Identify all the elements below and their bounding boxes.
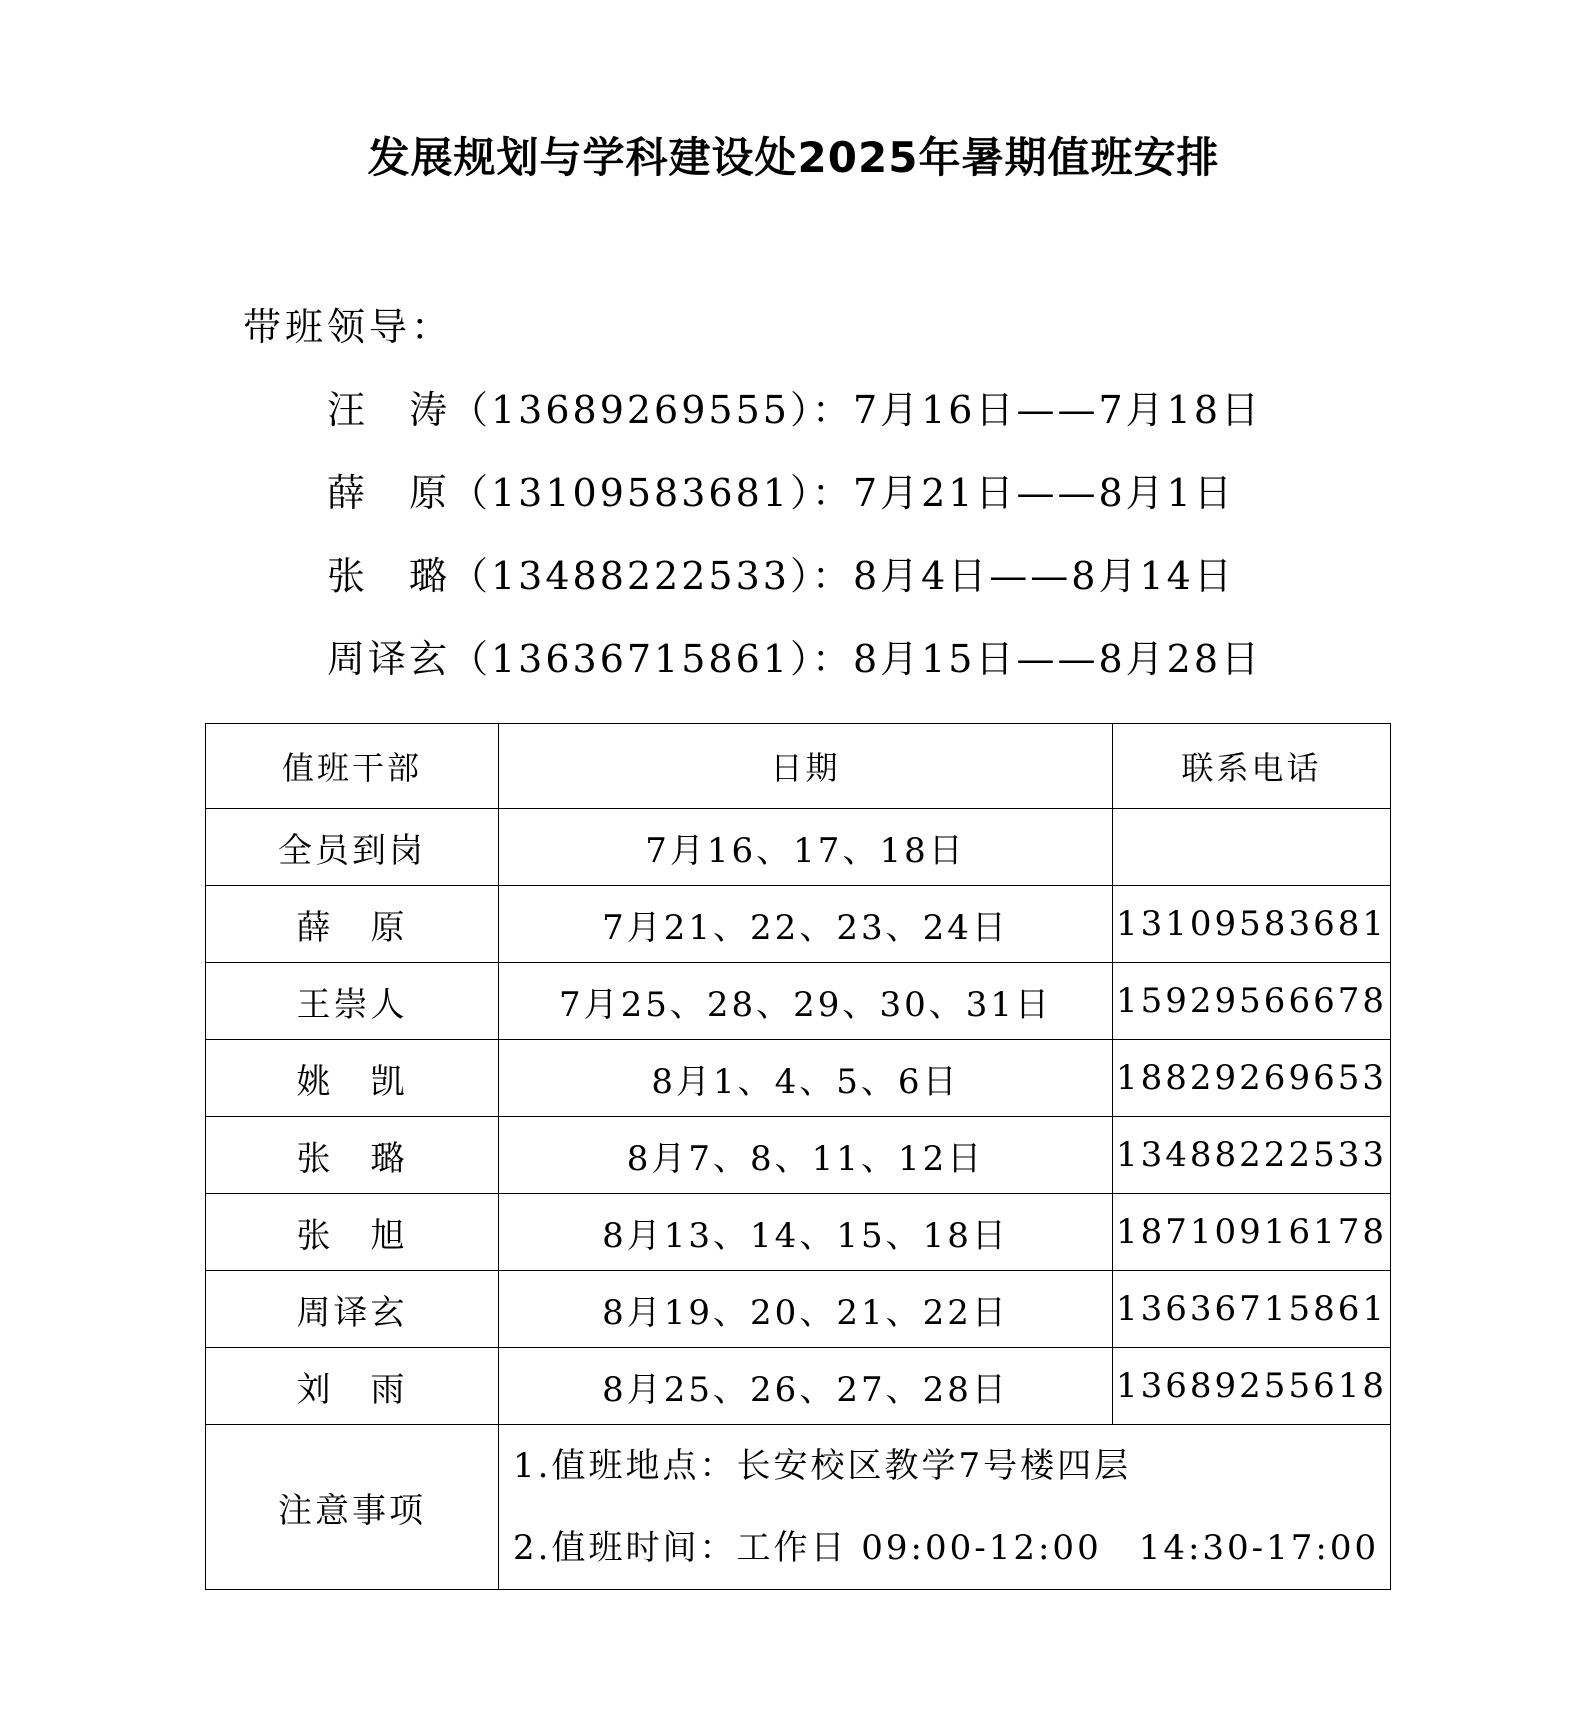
- table-row: [206, 809, 1391, 886]
- duty-phone-cell: 13109583681: [1113, 886, 1391, 963]
- duty-phone-cell: 15929566678: [1113, 963, 1391, 1040]
- duty-phone-cell: 13488222533: [1113, 1117, 1391, 1194]
- duty-name-cell: 周译玄: [206, 1271, 499, 1348]
- duty-date-cell: 8月19、20、21、22日: [499, 1271, 1113, 1348]
- notes-row: [206, 1425, 1391, 1590]
- table-row: [206, 886, 1391, 963]
- leader-line: 汪 涛（13689269555）：7月16日——7月18日: [327, 388, 1263, 432]
- table-row: [206, 1040, 1391, 1117]
- duty-date-cell: 7月25、28、29、30、31日: [499, 963, 1113, 1040]
- duty-date-cell: 8月25、26、27、28日: [499, 1348, 1113, 1425]
- leader-line: 薛 原（13109583681）：7月21日——8月1日: [327, 471, 1235, 515]
- duty-date-cell: 8月7、8、11、12日: [499, 1117, 1113, 1194]
- table-row: [206, 1194, 1391, 1271]
- duty-phone-cell: 13636715861: [1113, 1271, 1391, 1348]
- duty-phone-cell: 18829269653: [1113, 1040, 1391, 1117]
- notes-content: [499, 1425, 1391, 1590]
- duty-name-cell: 张 旭: [206, 1194, 499, 1271]
- leaders-heading: 带班领导：: [243, 305, 454, 349]
- header-duty-staff: 值班干部: [206, 724, 499, 809]
- duty-name-cell: 薛 原: [206, 886, 499, 963]
- table-row: [206, 963, 1391, 1040]
- duty-date-cell: 8月1、4、5、6日: [499, 1040, 1113, 1117]
- duty-date-cell: 7月16、17、18日: [499, 809, 1113, 886]
- duty-phone-cell: 13689255618: [1113, 1348, 1391, 1425]
- table-header-row: [206, 724, 1391, 809]
- duty-schedule-table: [205, 723, 1391, 1590]
- duty-name-cell: 张 璐: [206, 1117, 499, 1194]
- duty-name-cell: 王崇人: [206, 963, 499, 1040]
- duty-name-cell: 刘 雨: [206, 1348, 499, 1425]
- table-row: [206, 1271, 1391, 1348]
- note-location: 1.值班地点：长安校区教学7号楼四层: [513, 1446, 1132, 1486]
- duty-date-cell: 8月13、14、15、18日: [499, 1194, 1113, 1271]
- header-phone: 联系电话: [1113, 724, 1391, 809]
- leader-line: 张 璐（13488222533）：8月4日——8月14日: [327, 554, 1235, 598]
- document-title: 发展规划与学科建设处2025年暑期值班安排: [367, 133, 1220, 182]
- duty-name-cell: 姚 凯: [206, 1040, 499, 1117]
- duty-name-cell: 全员到岗: [206, 809, 499, 886]
- table-row: [206, 1348, 1391, 1425]
- leader-line: 周译玄（13636715861）：8月15日——8月28日: [327, 637, 1263, 681]
- header-date: 日期: [499, 724, 1113, 809]
- note-hours: 2.值班时间：工作日 09:00-12:00 14:30-17:00: [513, 1528, 1380, 1568]
- duty-phone-cell: [1113, 809, 1391, 886]
- duty-phone-cell: 18710916178: [1113, 1194, 1391, 1271]
- notes-label: 注意事项: [206, 1425, 499, 1590]
- duty-date-cell: 7月21、22、23、24日: [499, 886, 1113, 963]
- table-row: [206, 1117, 1391, 1194]
